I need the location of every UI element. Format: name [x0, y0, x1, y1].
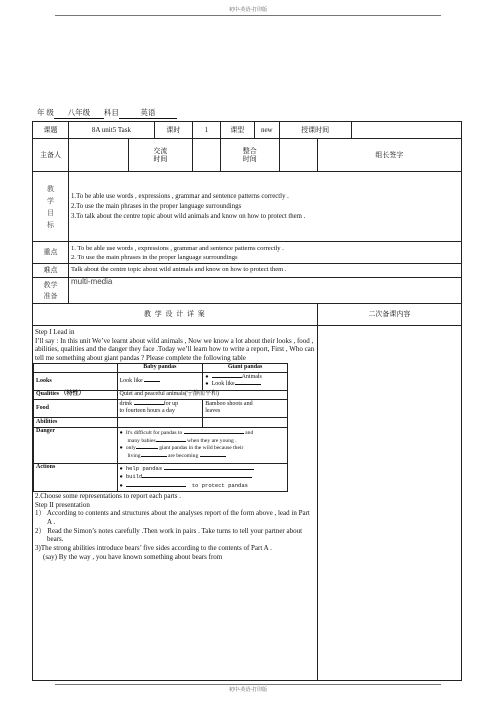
preparation-label: 教学 准备 — [33, 278, 69, 304]
leader-label: 组长签字 — [317, 139, 461, 172]
header-rule — [55, 15, 441, 16]
lesson-body — [33, 326, 318, 681]
after-line: 2） Read the Simon’s notes carefully .Then work in pairs . Take turns to tell your partner about bears. — [35, 526, 303, 544]
row-danger-label: Danger — [34, 427, 118, 463]
side-notes-cell — [317, 326, 461, 681]
objectives-label: 教 学 目 标 — [33, 172, 69, 242]
row-qualities-label: Qualities （特性） — [34, 390, 118, 399]
preparer-value — [68, 139, 128, 172]
row-food-label: Food — [34, 399, 118, 417]
col-baby: Baby pandas — [117, 363, 203, 372]
hours-value: 1 — [192, 122, 220, 139]
objective-item: 3.To talk about the centre topic about wild animals and know on how to protect them . — [70, 212, 306, 220]
row-abilities-label: Abilities — [34, 417, 118, 427]
objective-item: 1.To be able use words , expressions , grammar and sentence patterns correctly . — [70, 192, 289, 200]
step1-heading: Step I Lead in — [35, 328, 75, 336]
row-food-giant: Bamboo shoots and leaves — [203, 399, 288, 417]
preparer-label: 主备人 — [33, 139, 69, 172]
integrate-value — [279, 139, 317, 172]
subject-value: 英语 — [119, 107, 177, 119]
time-label: 授课时间 — [279, 122, 351, 139]
topic-label: 课题 — [33, 122, 69, 139]
pandas-corner — [34, 363, 118, 372]
hours-label: 课时 — [154, 122, 192, 139]
row-looks-baby: Look like — [117, 372, 203, 390]
row-qualities-baby: Quiet and peaceful animals(宁静而平和) — [117, 390, 288, 399]
key-point-item: 1. To be able use words , expressions , grammar and sentence patterns correctly . — [70, 244, 284, 252]
integrate-label: 整合 时间 — [220, 139, 279, 172]
row-looks-giant: ● Animals ● Look like — [203, 372, 288, 390]
col-giant: Giant pandas — [203, 363, 288, 372]
plan-side-title: 二次备课内容 — [317, 304, 461, 326]
row-abilities-giant — [203, 417, 288, 427]
topic-value: 8A unit5 Task — [68, 122, 154, 139]
exchange-label: 交流 时间 — [128, 139, 192, 172]
page-footer: 初中-英语-打印版 — [228, 688, 268, 693]
time-value — [351, 122, 461, 139]
objective-item: 2.To use the main phrases in the proper language surroundings — [70, 202, 242, 210]
pandas-table — [33, 363, 288, 492]
grade-value: 八年级 — [54, 107, 104, 119]
type-value: new — [254, 122, 279, 139]
after-line: 3)The strong abilities introduce bears’ five sides according to the contents of Part A . — [35, 544, 272, 553]
subject-label: 科目 — [103, 108, 119, 117]
meta-line — [37, 107, 177, 119]
step1-intro: I’ll say : In this unit We’ve learnt about wild animals , Now we know a lot about their looks , food , abilities, qualities and the danger they face .Today we’ll learn how to write a report, First , Who can tell me something about giant pandas ? Please complete the following table — [35, 336, 315, 363]
after-line: 1） According to contents and structures about the analyses report of the form above , lead in Part A . — [35, 509, 310, 526]
plan-title: 教 学 设 计 详 案 — [33, 304, 318, 326]
difficult-points-text: Talk about the centre topic about wild animals and know on how to protect them . — [68, 264, 461, 278]
key-point-item: 2. To use the main phrases in the proper language surroundings — [70, 253, 238, 261]
key-points-content — [68, 242, 461, 264]
objectives-content — [68, 172, 461, 242]
row-actions-label: Actions — [34, 463, 118, 491]
grade-label: 年 级 — [37, 108, 54, 117]
row-abilities-baby — [117, 417, 203, 427]
row-looks-label: Looks — [34, 372, 118, 390]
page-header: 初中-英语-打印版 — [228, 8, 268, 13]
key-points-label: 重点 — [33, 242, 69, 264]
lesson-plan-table — [32, 121, 462, 681]
after-line: 2.Choose some representations to report each parts . — [35, 491, 181, 500]
difficult-points-label: 难点 — [33, 264, 69, 278]
exchange-value — [192, 139, 220, 172]
type-label: 课型 — [220, 122, 254, 139]
row-actions-content: ● help pandas ● build ● to protect pandas — [117, 463, 288, 491]
row-food-baby: drink for up to fourteen hours a day — [117, 399, 203, 417]
footer-rule — [55, 684, 441, 685]
after-line: (say) By the way , you have known something about bears from — [43, 552, 223, 561]
row-danger-content: ● It's difficult for pandas to and many babies when they are young . ● only giant pandas in the wild because their living are becoming — [117, 427, 288, 463]
preparation-text: multi-media — [68, 278, 461, 304]
step2-heading: Step II presentation — [35, 500, 90, 509]
